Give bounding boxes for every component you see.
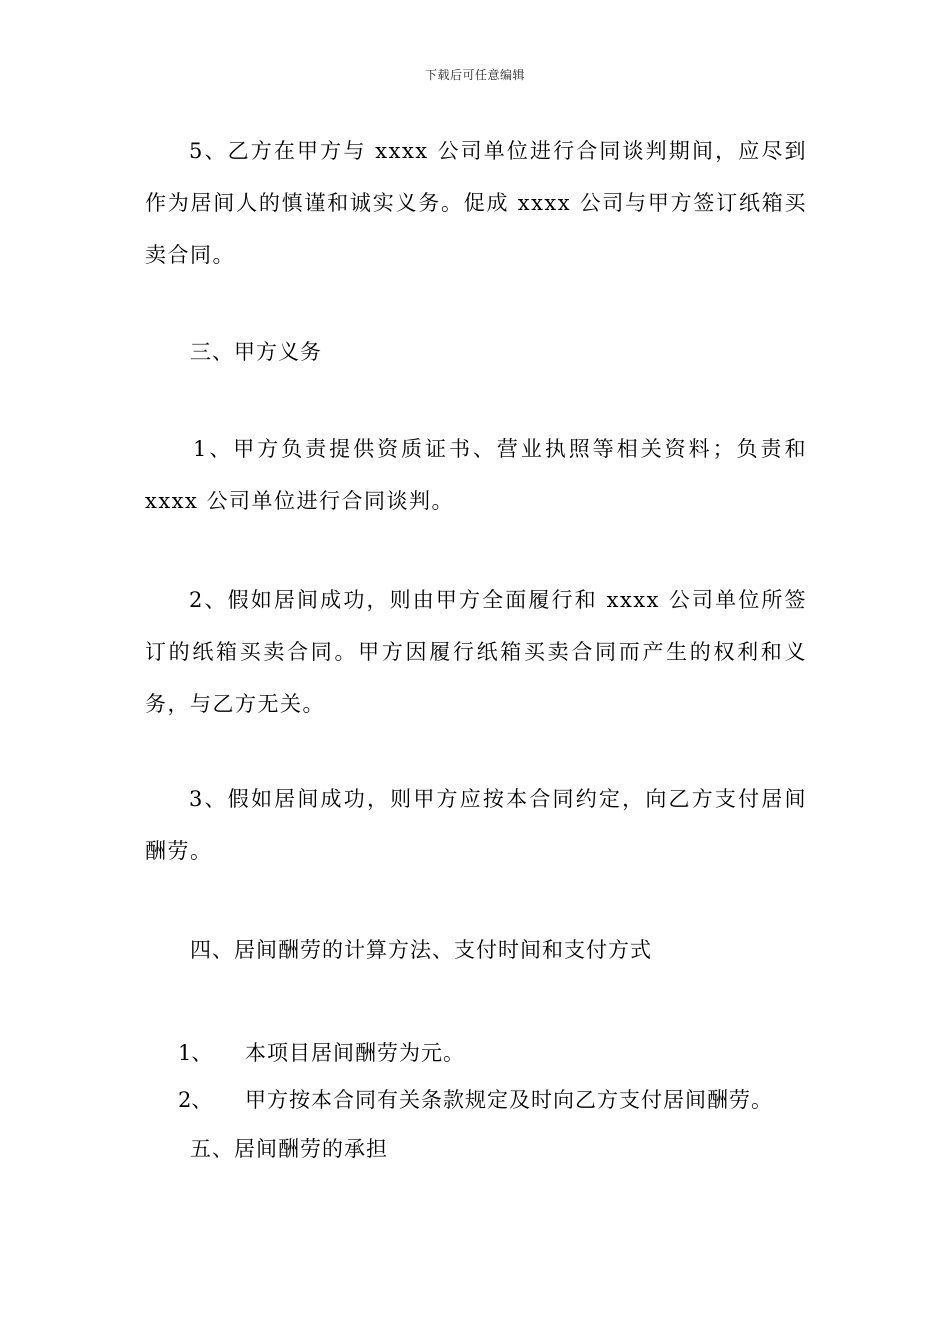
page-header: 下载后可任意编辑 — [424, 68, 525, 82]
section-heading-5: 五、居间酬劳的承担 — [190, 1137, 388, 1161]
section-heading-4: 四、居间酬劳的计算方法、支付时间和支付方式 — [190, 938, 652, 962]
list-item-2-number: 2、 — [178, 1088, 213, 1112]
list-item-2-text: 甲方按本合同有关条款规定及时向乙方支付居间酬劳。 — [245, 1088, 773, 1112]
section-heading-3: 三、甲方义务 — [190, 340, 322, 364]
paragraph-party-a-duty-2: 2、假如居间成功，则由甲方全面履行和 xxxx 公司单位所签订的纸箱买卖合同。甲方因履行纸箱买卖合同而产生的权利和义务，与乙方无关。 — [145, 588, 807, 716]
paragraph-party-a-duty-1: 1、甲方负责提供资质证书、营业执照等相关资料；负责和 xxxx 公司单位进行合同谈判。 — [145, 437, 807, 513]
paragraph-party-b-duty-5: 5、乙方在甲方与 xxxx 公司单位进行合同谈判期间，应尽到作为居间人的慎谨和诚实义务。促成 xxxx 公司与甲方签订纸箱买卖合同。 — [145, 139, 807, 267]
paragraph-party-a-duty-3: 3、假如居间成功，则甲方应按本合同约定，向乙方支付居间酬劳。 — [145, 787, 807, 863]
list-item-1-number: 1、 — [178, 1041, 213, 1065]
list-item-1-text: 本项目居间酬劳为元。 — [245, 1041, 465, 1065]
